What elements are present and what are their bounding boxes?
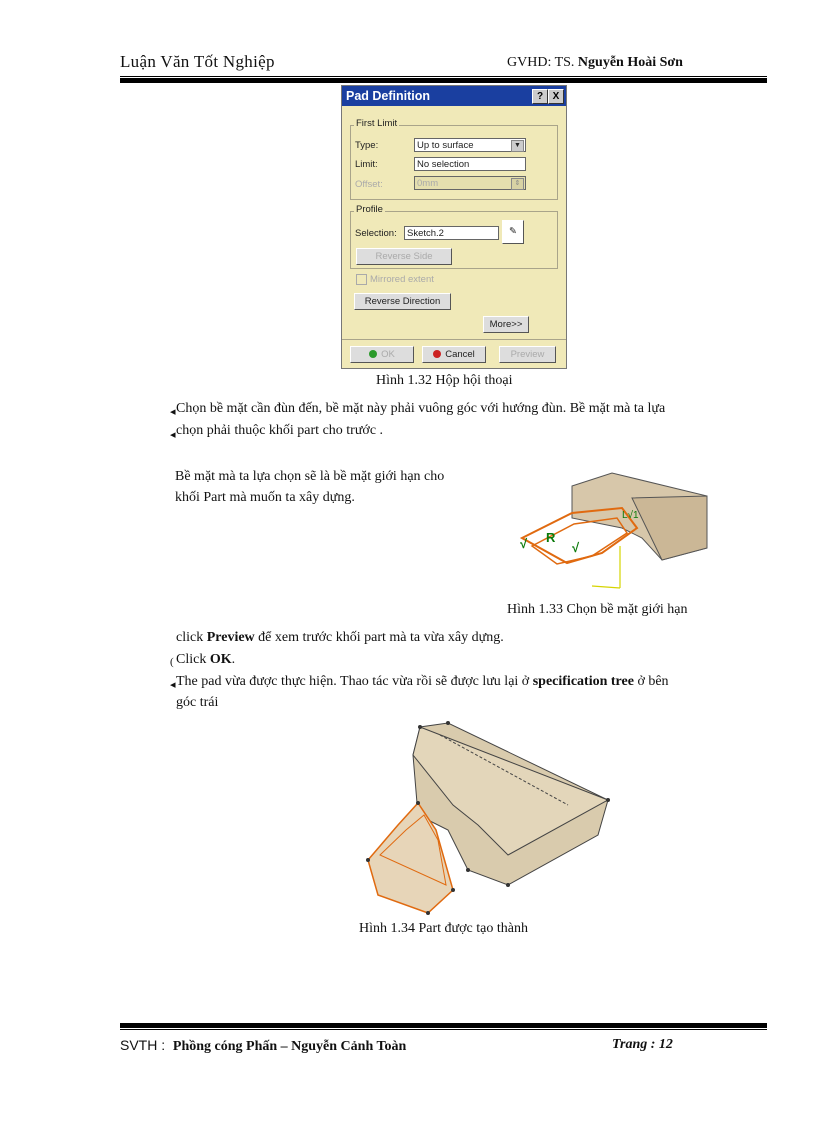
bullet-icon: ◂ [170, 429, 176, 441]
svg-text:R: R [546, 530, 556, 545]
body-line-2: chọn phải thuộc khối part cho trước . [176, 423, 384, 438]
header-title: Luận Văn Tốt Nghiệp [120, 52, 275, 71]
caption-fig-1-32: Hình 1.32 Hộp hội thoại [376, 373, 513, 388]
page-number: Trang : 12 [612, 1037, 673, 1052]
pad-line-1: The pad vừa được thực hiện. Thao tác vừa rồi sẽ được lưu lại ở specification tree ở bên [176, 674, 669, 689]
offset-value: 0mm [417, 178, 439, 189]
body-line-1: Chọn bề mặt cần đùn đến, bề mặt này phải vuông góc với hướng đùn. Bề mặt mà ta lựa [176, 401, 666, 416]
profile-label: Profile [356, 204, 383, 215]
reverse-side-button: Reverse Side [356, 248, 452, 265]
help-button[interactable]: ? [532, 89, 548, 104]
pad-line-2: góc trái [176, 695, 219, 710]
reverse-direction-button[interactable]: Reverse Direction [354, 293, 451, 310]
more-button[interactable]: More>> [483, 316, 529, 333]
dialog-title: Pad Definition [346, 89, 431, 103]
type-value: Up to surface [417, 140, 474, 151]
svg-text:√: √ [572, 540, 580, 555]
header-rule-thick [120, 78, 767, 83]
cancel-icon [433, 350, 441, 358]
mirrored-extent-label: Mirrored extent [370, 274, 434, 285]
svg-text:L√1: L√1 [622, 510, 639, 521]
footer-rule-thin [120, 1029, 767, 1030]
header-rule-thin [120, 76, 767, 77]
bullet-icon: ◂ [170, 679, 176, 691]
header-advisor [507, 55, 683, 71]
preview-button: Preview [499, 346, 556, 363]
advisor-prefix: GVHD: TS. [507, 55, 575, 70]
caption-fig-1-33: Hình 1.33 Chọn bề mặt giới hạn [507, 602, 688, 617]
selection-field[interactable] [404, 226, 499, 240]
click-ok-line: Click OK. [176, 652, 236, 667]
cancel-button[interactable]: Cancel [422, 346, 486, 363]
limit-field[interactable] [414, 157, 526, 171]
sketch-icon[interactable]: ✎ [502, 220, 524, 244]
type-label: Type: [355, 140, 379, 151]
type-select[interactable] [414, 138, 526, 152]
surface-selection-figure [512, 468, 718, 594]
first-limit-label: First Limit [356, 118, 398, 129]
spinner-icon: ⇕ [511, 178, 524, 190]
svg-text:√: √ [520, 536, 528, 551]
ok-icon [369, 350, 377, 358]
side-text-line-1: Bề mặt mà ta lựa chọn sẽ là bề mặt giới hạn cho [175, 469, 445, 484]
pad-part-figure [358, 715, 613, 915]
limit-label: Limit: [355, 159, 378, 170]
footer-students: SVTH : Phồng cóng Phấn – Nguyễn Cảnh Toàn [120, 1037, 407, 1054]
selection-label: Selection: [355, 228, 397, 239]
click-preview-line: click Preview để xem trước khối part mà ta vừa xây dựng. [176, 630, 504, 645]
bullet-icon: ◂ [170, 406, 176, 418]
close-button[interactable]: X [548, 89, 564, 104]
chevron-down-icon[interactable]: ▼ [511, 140, 524, 152]
footer-rule-thick [120, 1023, 767, 1028]
dialog-divider [342, 339, 566, 340]
ok-button[interactable]: OK [350, 346, 414, 363]
dialog-titlebar [342, 86, 566, 106]
side-text-line-2: khối Part mà muốn ta xây dựng. [175, 490, 355, 505]
limit-value: No selection [417, 159, 470, 170]
mirrored-extent-checkbox [356, 274, 367, 285]
bullet-icon: ( [170, 656, 174, 668]
caption-fig-1-34: Hình 1.34 Part được tạo thành [359, 921, 528, 936]
pad-definition-dialog [341, 85, 567, 369]
offset-label: Offset: [355, 179, 383, 190]
advisor-name: Nguyễn Hoài Sơn [577, 55, 683, 70]
selection-value: Sketch.2 [407, 228, 444, 239]
offset-field [414, 176, 526, 190]
